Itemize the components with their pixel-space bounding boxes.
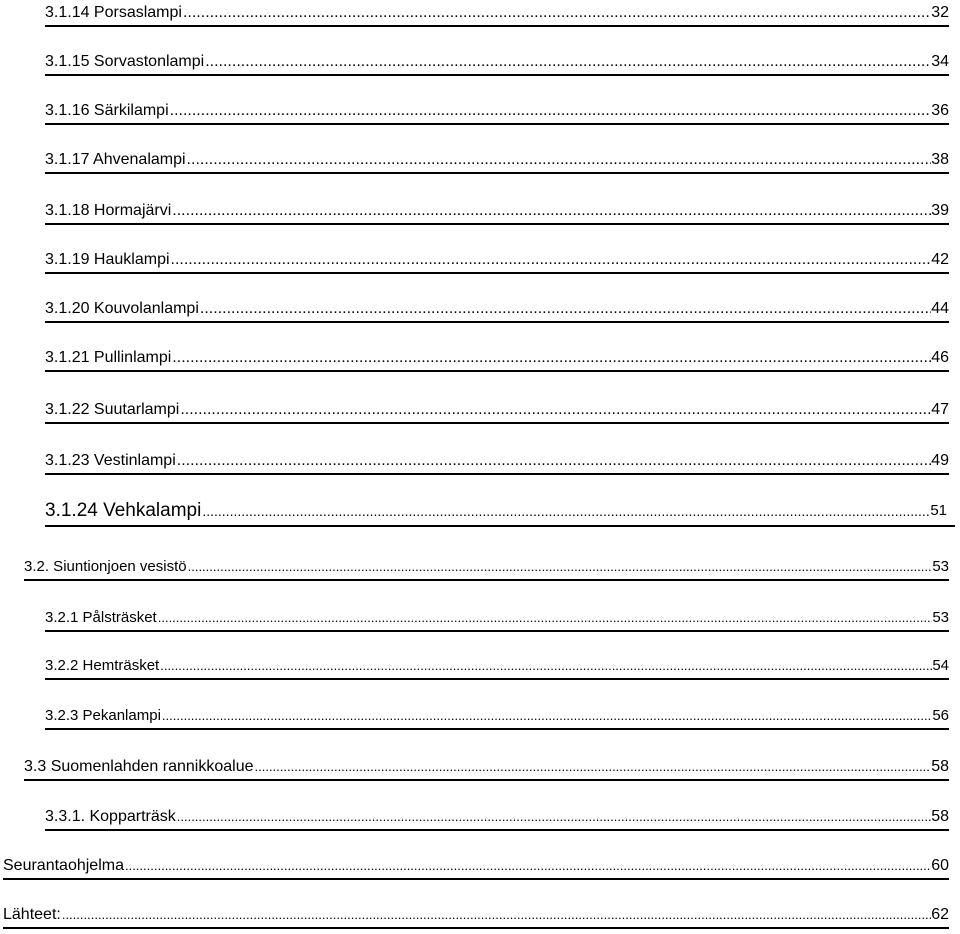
toc-entry-label: 3.1.22 Suutarlampi xyxy=(45,401,180,418)
toc-entry-label: 3.1.21 Pullinlampi xyxy=(45,349,172,366)
toc-entry-page: 49 xyxy=(931,452,949,469)
toc-entry[interactable] xyxy=(45,250,949,269)
toc-entry-label: 3.2.2 Hemträsket xyxy=(45,657,160,674)
dot-leader xyxy=(179,400,931,419)
dot-leader xyxy=(159,656,932,675)
toc-entry[interactable] xyxy=(45,3,949,22)
toc-entry-label: Seurantaohjelma xyxy=(3,857,124,874)
underline-rule xyxy=(45,172,949,174)
toc-entry[interactable] xyxy=(24,557,949,576)
toc-entry-page: 62 xyxy=(931,906,949,923)
toc-entry[interactable] xyxy=(45,807,949,826)
dot-leader xyxy=(157,608,933,627)
toc-entry-page: 53 xyxy=(932,558,949,575)
dot-leader xyxy=(171,201,931,220)
toc-entry-page: 53 xyxy=(932,609,949,626)
underline-rule xyxy=(45,123,949,125)
toc-entry-label: 3.1.17 Ahvenalampi xyxy=(45,151,186,168)
underline-rule xyxy=(3,927,949,929)
dot-leader xyxy=(187,557,933,576)
toc-entry-label: 3.1.20 Kouvolanlampi xyxy=(45,300,199,317)
toc-entry-label: 3.3.1. Kopparträsk xyxy=(45,808,176,825)
dot-leader xyxy=(161,706,932,725)
dot-leader xyxy=(61,905,931,924)
toc-entry[interactable] xyxy=(3,856,949,875)
toc-entry-page: 44 xyxy=(931,300,949,317)
underline-rule xyxy=(45,25,949,27)
toc-entry-page: 36 xyxy=(931,102,949,119)
toc-entry-page: 54 xyxy=(932,657,949,674)
dot-leader xyxy=(176,451,931,470)
dot-leader xyxy=(176,807,931,826)
underline-rule xyxy=(45,74,949,76)
toc-entry[interactable] xyxy=(45,201,949,220)
underline-rule xyxy=(45,630,949,632)
toc-entry[interactable] xyxy=(45,706,949,725)
underline-rule xyxy=(45,829,949,831)
toc-entry-label: 3.2.3 Pekanlampi xyxy=(45,707,161,724)
toc-entry[interactable] xyxy=(45,656,949,675)
toc-entry[interactable] xyxy=(45,52,949,71)
toc-entry[interactable] xyxy=(45,500,955,522)
toc-entry-label: Lähteet: xyxy=(3,906,61,923)
toc-entry-page: 51 xyxy=(930,502,947,519)
toc-entry-page: 42 xyxy=(931,251,949,268)
toc-entry-label: 3.1.15 Sorvastonlampi xyxy=(45,53,205,70)
toc-entry[interactable] xyxy=(24,757,949,776)
toc-entry[interactable] xyxy=(3,905,949,924)
dot-leader xyxy=(170,250,932,269)
toc-entry[interactable] xyxy=(45,451,949,470)
toc-entry-label: 3.1.18 Hormajärvi xyxy=(45,202,172,219)
dot-leader xyxy=(201,500,930,522)
toc-entry[interactable] xyxy=(45,101,949,120)
toc-entry-page: 34 xyxy=(931,53,949,70)
underline-rule xyxy=(45,473,949,475)
toc-entry-label: 3.1.24 Vehkalampi xyxy=(45,500,202,521)
toc-entry[interactable] xyxy=(45,608,949,627)
toc-entry-label: 3.1.14 Porsaslampi xyxy=(45,4,182,21)
toc-entry-label: 3.2. Siuntionjoen vesistö xyxy=(24,558,187,575)
toc-entry[interactable] xyxy=(45,299,949,318)
toc-entry-page: 32 xyxy=(931,4,949,21)
underline-rule xyxy=(45,223,949,225)
dot-leader xyxy=(182,3,931,22)
toc-entry-label: 3.1.23 Vestinlampi xyxy=(45,452,176,469)
dot-leader xyxy=(169,101,932,120)
dot-leader xyxy=(124,856,931,875)
toc-entry-label: 3.3 Suomenlahden rannikkoalue xyxy=(24,758,254,775)
underline-rule xyxy=(45,272,949,274)
toc-entry-page: 56 xyxy=(932,707,949,724)
toc-entry[interactable] xyxy=(45,348,949,367)
toc-entry[interactable] xyxy=(45,400,949,419)
toc-entry-label: 3.2.1 Pålsträsket xyxy=(45,609,157,626)
underline-rule xyxy=(3,878,949,880)
underline-rule xyxy=(45,321,949,323)
underline-rule xyxy=(45,422,949,424)
toc-entry-page: 46 xyxy=(931,349,949,366)
toc-entry-page: 38 xyxy=(931,151,949,168)
toc-entry-page: 60 xyxy=(931,857,949,874)
toc-entry-label: 3.1.16 Särkilampi xyxy=(45,102,169,119)
toc-entry-page: 47 xyxy=(931,401,949,418)
dot-leader xyxy=(254,757,932,776)
underline-rule xyxy=(45,728,949,730)
underline-rule xyxy=(24,779,949,781)
dot-leader xyxy=(204,52,931,71)
underline-rule xyxy=(45,370,949,372)
dot-leader xyxy=(186,150,932,169)
underline-rule xyxy=(24,579,949,581)
dot-leader xyxy=(171,348,931,367)
toc-entry-page: 58 xyxy=(931,808,949,825)
dot-leader xyxy=(199,299,931,318)
toc-entry-label: 3.1.19 Hauklampi xyxy=(45,251,170,268)
underline-rule xyxy=(45,678,949,680)
toc-entry-page: 58 xyxy=(931,758,949,775)
underline-rule xyxy=(45,525,955,527)
toc-entry-page: 39 xyxy=(931,202,949,219)
toc-entry[interactable] xyxy=(45,150,949,169)
